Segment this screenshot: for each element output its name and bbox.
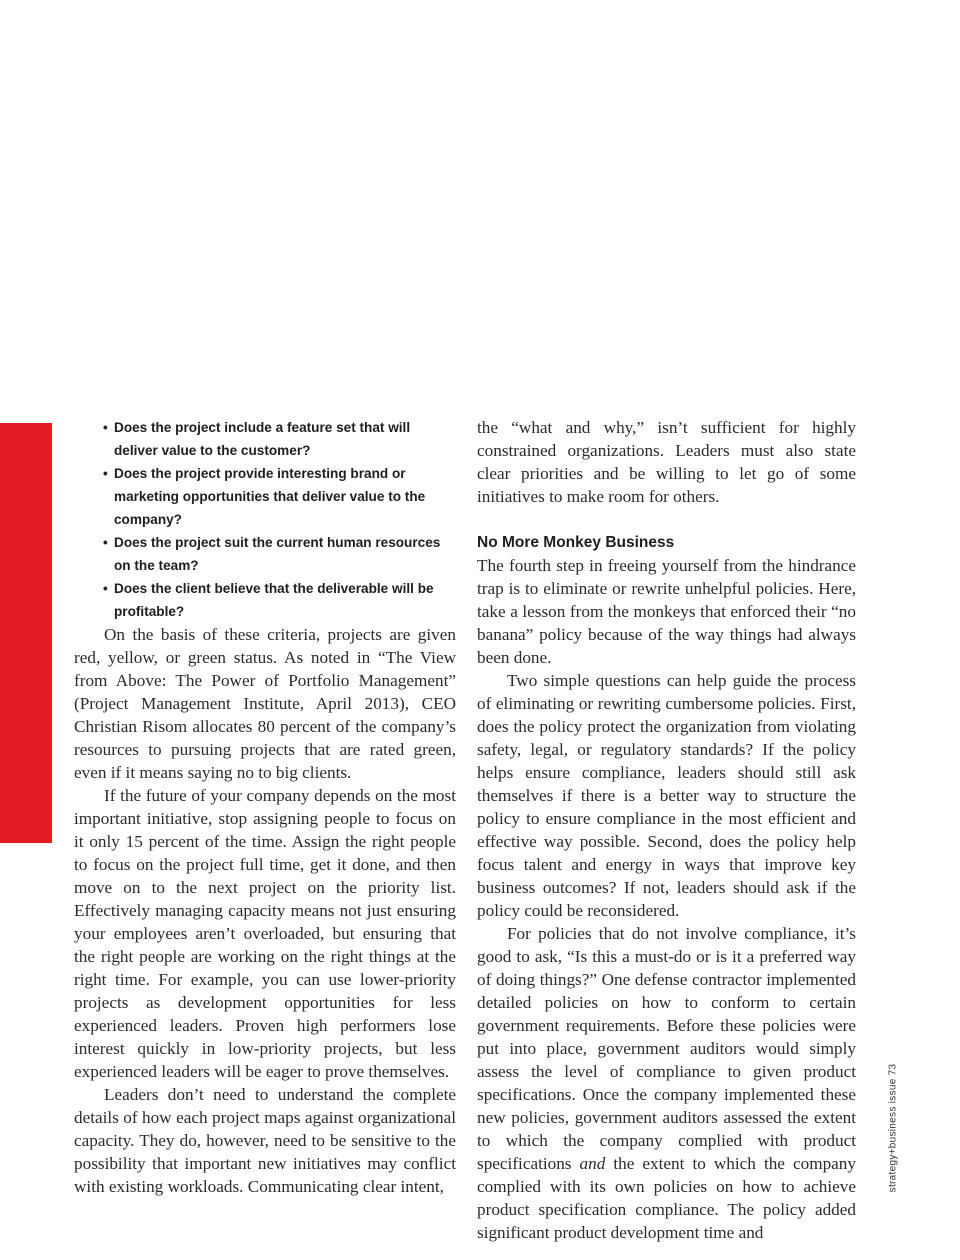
section-label (16, 885, 36, 1152)
right-column (477, 416, 856, 1244)
body-paragraph: If the future of your company depends on the most important initiative, stop assigning people to focus on it only 15 percent of the time. Assign the right people to focus on the project full time, get it done, and then move on to the next project on the priority list. Effectively managing capacity means not just ensuring your employees aren’t overloaded, but ensuring that the right people are working on the right things at the right time. For example, you can use lower-priority projects as development opportunities for less experienced leaders. Proven high performers lose interest quickly in low-priority projects, but less experienced leaders will be eager to prove themselves. (74, 786, 456, 1081)
bullet-text: Does the project include a feature set that will deliver value to the customer? (114, 420, 411, 458)
bullet-text: Does the client believe that the deliverable will be profitable? (114, 581, 434, 619)
section-separator: | (17, 945, 36, 951)
emphasis-text: and (579, 1154, 606, 1173)
bullet-dot: • (103, 466, 108, 481)
body-paragraph: Two simple questions can help guide the process of eliminating or rewriting cumbersome policies. First, does the policy protect the organization from violating safety, legal, or regulatory standards? If the policy helps ensure compliance, leaders should still ask themselves if there is a better way to structure the policy to ensure compliance in the most efficient and effective way possible. Second, does the policy help focus talent and energy in ways that improve key business outcomes? If not, leaders should ask if the policy could be reconsidered. (477, 671, 856, 920)
bullet-item (74, 531, 456, 577)
section-name: feature (17, 885, 36, 942)
page-number: 54 (18, 1222, 34, 1238)
body-paragraph: On the basis of these criteria, projects are given red, yellow, or green status. As noted in “The View from Above: The Power of Portfolio Management” (Project Management Institute, April 2013), CEO Christian Risom allocates 80 percent of the company’s resources to pursuing projects that are rated green, even if it means saying no to big clients. (74, 625, 456, 782)
section-tab (0, 423, 52, 1238)
bullet-item (74, 577, 456, 623)
bullet-dot: • (103, 420, 108, 435)
left-column (74, 416, 456, 1198)
bullet-text: Does the project suit the current human resources on the team? (114, 535, 441, 573)
bullet-dot: • (103, 535, 108, 550)
bullet-item (74, 416, 456, 462)
bullet-text: Does the project provide interesting brand or marketing opportunities that deliver value to the company? (114, 466, 426, 527)
issue-label: strategy+business issue 73 (887, 1063, 899, 1193)
bullet-list (74, 416, 456, 623)
body-paragraph: The fourth step in freeing yourself from the hindrance trap is to eliminate or rewrite unhelpful policies. Here, take a lesson from the monkeys that enforced their “no banana” policy because of the way things had always been done. (477, 556, 856, 667)
body-paragraph (477, 922, 856, 1244)
paragraph-text: the extent to which the company complied with its own policies on how to achieve product specification compliance. The policy added significant product development time and (477, 1154, 856, 1242)
body-paragraph: Leaders don’t need to understand the complete details of how each project maps against organizational capacity. They do, however, need to be sensitive to the possibility that important new initiatives may conflict with existing workloads. Communicating clear intent, (74, 1085, 456, 1196)
section-topic: organizations & people (17, 954, 36, 1153)
bullet-dot: • (103, 581, 108, 596)
section-subhead: No More Monkey Business (477, 534, 675, 551)
paragraph-text: For policies that do not involve compliance, it’s good to ask, “Is this a must-do or is it a preferred way of doing things?” One defense contractor implemented detailed policies on how to conform to certain government requirements. Before these policies were put into place, government auditors would simply assess the level of compliance to given product specifications. Once the company implemented these new policies, government auditors assessed the extent to which the company complied with product specifications (477, 924, 856, 1173)
bullet-item (74, 462, 456, 531)
continued-paragraph: the “what and why,” isn’t sufficient for highly constrained organizations. Leaders must also state clear priorities and be willing to let go of some initiatives to make room for others. (477, 418, 856, 506)
